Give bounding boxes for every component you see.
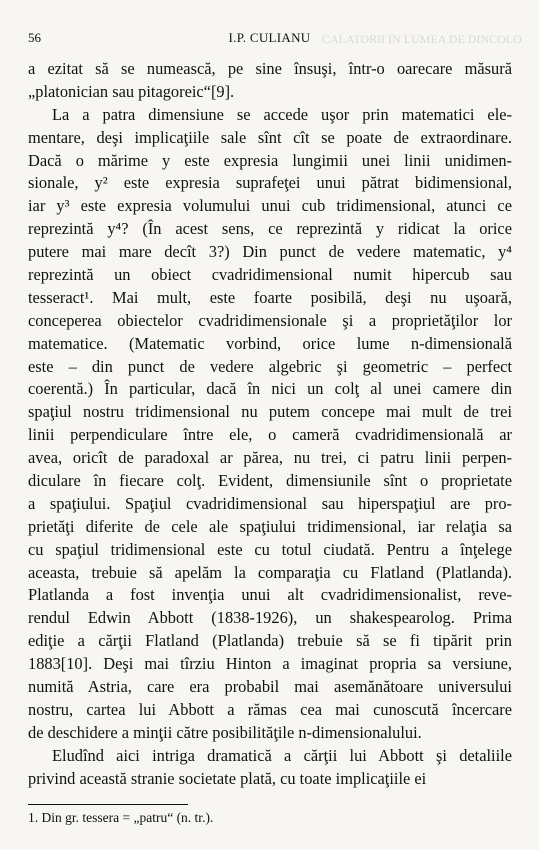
text-line: coerentă.) În particular, dacă în nici un colţ al unei camere din [28,379,512,399]
text-line: rendul Edwin Abbott (1838-1926), un shakespearolog. Prima [28,608,512,628]
text-line: tesseract¹. Mai mult, este foarte posibilă, deşi nu uşoară, [28,287,512,307]
text-line: Eludînd aici intriga dramatică a cărţii lui Abbott şi detaliile [52,745,512,765]
text-line: diculare în fiecare colţ. Evident, dimensiunile sînt o proprietate [28,471,512,491]
text-line: matematice. (Matematic vorbind, orice lume n-dimensională [28,333,512,353]
text-line: linii perpendiculare între ele, o cameră cvadridimensională ar [28,425,512,445]
paragraph [28,104,512,745]
footnote: 1. Din gr. tessera = „patru“ (n. tr.). [28,810,214,825]
text-line: ediţie a cărţii Flatland (Platlanda) trebuie să se fi tipărit prin [28,631,512,651]
text-line: cu spaţiul tridimensional este cu totul ciudată. Pentru a înţelege [28,539,512,559]
text-line: sionale, y² este expresia suprafeţei unui pătrat bidimensional, [28,173,512,193]
text-line: reprezintă y⁴? (În acest sens, ce reprezintă y ridicat la orice [28,219,512,239]
footnote-divider [28,804,188,805]
running-head: I.P. CULIANU [228,30,311,45]
text-line: nostru, cartea lui Abbott a rămas cea mai cunoscută încercare [28,699,512,719]
text-line: mentare, deşi implicaţiile sale sînt cît se poate de extraordinare. [28,127,512,147]
text-line: de deschidere a minţii către posibilităţile n-dimensionalului. [28,722,422,742]
text-line: putere mai mare decît 3?) Din punct de vedere matematic, y⁴ [28,242,512,262]
text-line: Dacă o mărime y este expresia lungimii unei linii unidimen- [28,150,512,170]
text-line: Platlanda a fost invenţia unui alt cvadridimensionalist, reve- [28,585,512,605]
text-line: privind această stranie societate plată, cu toate implicaţiile ei [28,768,427,788]
text-line: a spaţiului. Spaţiul cvadridimensional sau hiperspaţiul are pro- [28,493,512,513]
text-line: aceasta, trebuie să apelăm la comparaţia cu Flatland (Platlanda). [28,562,512,582]
text-line: numită Astria, care era probabil mai asemănătoare universului [28,677,512,697]
text-line: 1883[10]. Deşi mai tîrziu Hinton a imaginat propria sa versiune, [28,654,512,674]
paragraph [28,745,512,791]
bleed-through-text: CALATORII IN LUMEA DE DINCOLO [322,32,522,46]
text-line: prietăţi diferite de cele ale spaţiului tridimensional, iar relaţia sa [28,516,512,536]
body-text [28,58,512,791]
text-line: avea, oricît de paradoxal ar părea, nu trei, ci patru linii perpen- [28,448,512,468]
text-line: este – din punct de vedere algebric şi geometric – perfect [28,356,512,376]
text-line: La a patra dimensiune se accede uşor prin matematici ele- [52,104,512,124]
text-line: conceperea obiectelor cvadridimensionale şi a proprietăţilor lor [28,310,512,330]
paragraph [28,58,512,104]
text-line: reprezintă un obiect cvadridimensional numit hipercub sau [28,265,512,285]
text-line: „platonician sau pitagoreic“[9]. [28,81,235,101]
text-line: spaţiul nostru tridimensional nu putem concepe mai mult de trei [28,402,512,422]
text-line: a ezitat să se numească, pe sine însuşi, într-o oarecare măsură [28,59,512,78]
text-line: iar y³ este expresia volumului unui cub tridimensional, atunci ce [28,196,512,216]
page-number: 56 [28,30,41,45]
